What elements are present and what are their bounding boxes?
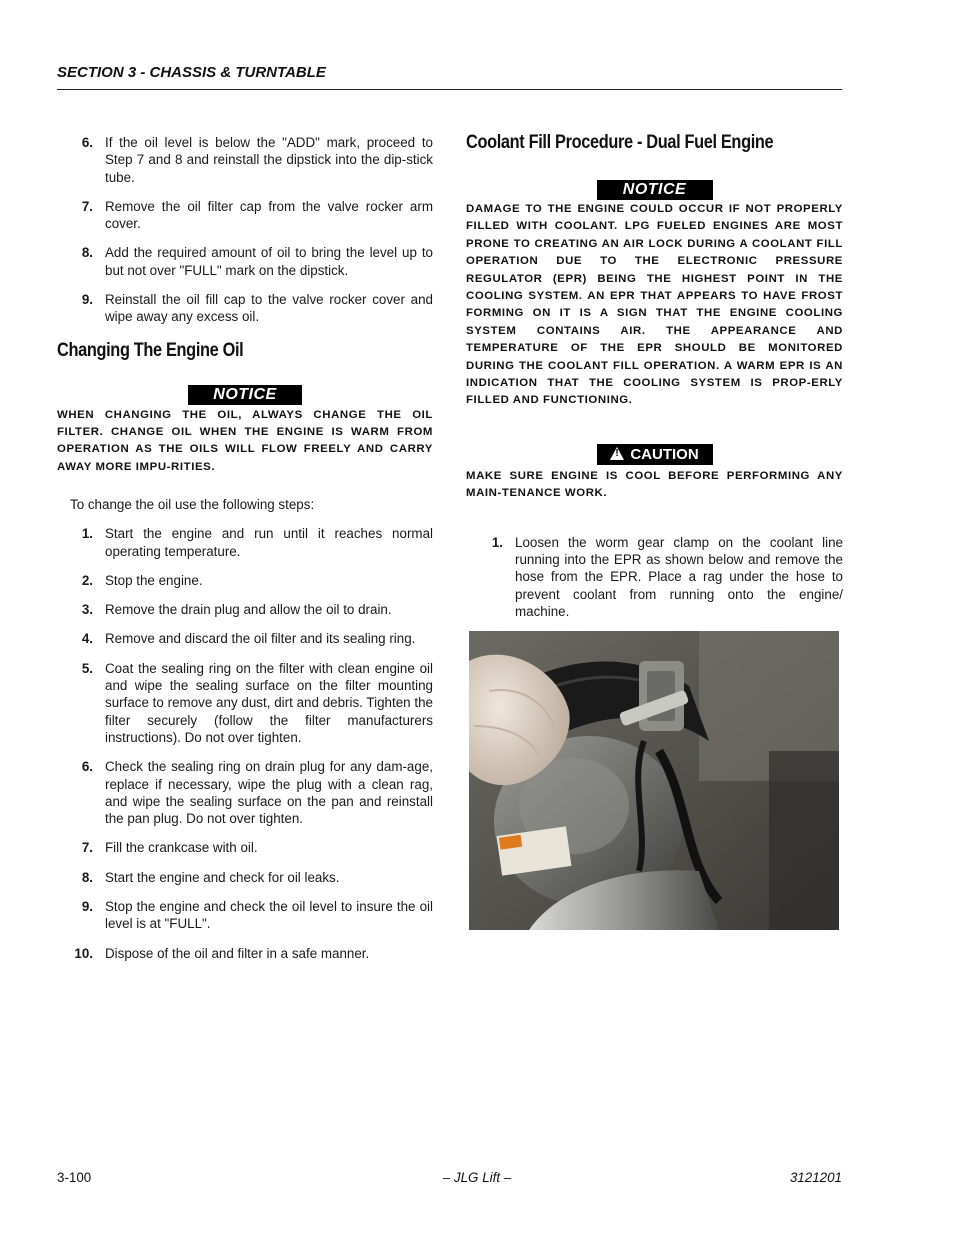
footer-center: – JLG Lift – <box>442 1170 512 1185</box>
step-text: Reinstall the oil fill cap to the valve rocker cover and wipe away any excess oil. <box>105 292 433 325</box>
list-item <box>57 198 433 233</box>
step-text: Check the sealing ring on drain plug for any dam-age, replace if necessary, wipe the plug with a clean rag, and wipe the sealing surface on the pan and reinstall the pan plug. Do not over tighten. <box>105 759 433 827</box>
step-number: 9. <box>81 899 93 915</box>
list-item <box>57 601 433 618</box>
notice-badge: NOTICE <box>597 180 713 200</box>
list-item <box>57 660 433 746</box>
step-text: Loosen the worm gear clamp on the coolant line running into the EPR as shown below and remove the hose from the EPR. Place a rag under the hose to prevent coolant from running onto the engine/ machine. <box>515 534 843 619</box>
step-number: 7. <box>81 198 93 214</box>
notice-text: WHEN CHANGING THE OIL, ALWAYS CHANGE THE OIL FILTER. CHANGE OIL WHEN THE ENGINE IS WARM FROM OPERATION AS THE OILS WILL FLOW FREELY AND CARRY AWAY MORE IMPU-RITIES. <box>57 408 433 473</box>
step-text: Stop the engine and check the oil level to insure the oil level is at "FULL". <box>105 899 433 932</box>
heading-changing-engine-oil: Changing The Engine Oil <box>57 339 244 361</box>
list-item <box>57 758 433 827</box>
list-item <box>57 572 433 589</box>
step-number: 1. <box>81 526 93 542</box>
step-text: Start the engine and run until it reaches normal operating temperature. <box>105 526 433 559</box>
epr-hose-clamp-photo <box>469 631 839 930</box>
list-item <box>57 244 433 279</box>
step-text: Remove the drain plug and allow the oil to drain. <box>105 602 392 618</box>
step-number: 3. <box>81 602 93 618</box>
list-item <box>57 525 433 560</box>
step-text: Dispose of the oil and filter in a safe manner. <box>105 945 370 961</box>
header-rule <box>57 89 842 90</box>
step-text: Coat the sealing ring on the filter with clean engine oil and wipe the sealing surface on the filter mounting surface to remove any dust, dirt and debris. Tighten the filter securely (follow the filter manufacturers instructions). Do not over tighten. <box>105 660 433 745</box>
notice-badge: NOTICE <box>188 385 302 405</box>
step-text: Fill the crankcase with oil. <box>105 840 258 856</box>
step-number: 10. <box>74 945 93 961</box>
intro-text: To change the oil use the following steps: <box>70 497 315 513</box>
right-column <box>466 132 843 930</box>
list-item <box>57 134 433 186</box>
step-number: 5. <box>81 660 93 676</box>
list-item <box>57 630 433 647</box>
left-column <box>57 134 433 974</box>
footer-doc-number: 3121201 <box>789 1170 842 1185</box>
caution-text: MAKE SURE ENGINE IS COOL BEFORE PERFORMING ANY MAIN-TENANCE WORK. <box>466 469 843 500</box>
section-header-title: SECTION 3 - CHASSIS & TURNTABLE <box>57 64 326 81</box>
list-item <box>57 291 433 326</box>
step-number: 4. <box>81 631 93 647</box>
warning-triangle-icon: ! <box>610 447 624 460</box>
oil-change-steps <box>57 525 433 962</box>
caution-label: CAUTION <box>630 445 699 463</box>
oil-check-steps <box>57 134 433 326</box>
step-text: Stop the engine. <box>105 572 203 588</box>
coolant-steps <box>466 534 843 620</box>
step-number: 2. <box>81 572 93 588</box>
step-text: Add the required amount of oil to bring the level up to but not over "FULL" mark on the dipstick. <box>105 245 433 278</box>
list-item <box>57 839 433 856</box>
step-text: Remove the oil filter cap from the valve rocker arm cover. <box>105 198 433 232</box>
step-number: 9. <box>81 292 93 308</box>
step-number: 1. <box>491 534 503 550</box>
caution-badge <box>597 444 713 465</box>
list-item <box>57 869 433 886</box>
photo-illustration <box>469 631 839 930</box>
step-number: 8. <box>81 869 93 885</box>
heading-coolant-fill: Coolant Fill Procedure - Dual Fuel Engine <box>466 132 774 153</box>
list-item <box>57 898 433 933</box>
notice-text: DAMAGE TO THE ENGINE COULD OCCUR IF NOT PROPERLY FILLED WITH COOLANT. LPG FUELED ENGINES ARE MOST PRONE TO CREATING AN AIR LOCK DURING A COOLANT FILL OPERATION DUE TO THE ELECTRONIC PRESSURE REGULATOR (EPR) BEING THE HIGHEST POINT IN THE COOLING SYSTEM. AN EPR THAT APPEARS TO HAVE FROST FORMING ON IT IS A SIGN THAT THE ENGINE COOLING SYSTEM CONTAINS AIR. THE APPEARANCE AND TEMPERATURE OF THE EPR SHOULD BE MONITORED DURING THE COOLANT FILL OPERATION. A WARM EPR IS AN INDICATION THAT THE COOLING SYSTEM IS PROP-ERLY FILLED AND FUNCTIONING. <box>466 203 843 407</box>
step-number: 6. <box>81 759 93 775</box>
step-number: 7. <box>81 840 93 856</box>
step-number: 8. <box>81 245 93 261</box>
step-text: Start the engine and check for oil leaks. <box>105 869 340 885</box>
step-text: Remove and discard the oil filter and its sealing ring. <box>105 631 416 647</box>
step-text: If the oil level is below the "ADD" mark, proceed to Step 7 and 8 and reinstall the dipstick into the dip-stick tube. <box>105 135 433 185</box>
step-number: 6. <box>81 135 93 150</box>
list-item <box>57 945 433 962</box>
list-item <box>467 534 843 620</box>
footer-page-number: 3-100 <box>57 1170 92 1185</box>
